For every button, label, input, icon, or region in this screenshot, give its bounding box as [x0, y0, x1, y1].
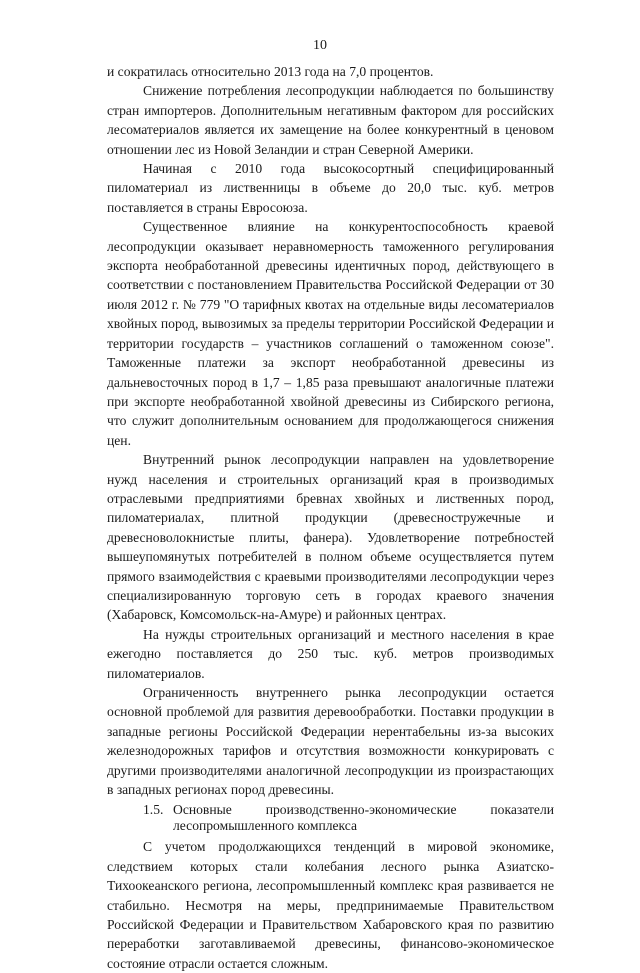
document-body: [107, 62, 554, 973]
paragraph: Начиная с 2010 года высокосортный специфицированный пиломатериал из лиственницы в объеме до 20,0 тыс. куб. метров поставляется в страны Евросоюза.: [107, 161, 554, 215]
paragraph: Ограниченность внутреннего рынка лесопродукции остается основной проблемой для развития деревообработки. Поставки продукции в западные регионы Российской Федерации нерентабельны из-за высоких железнодорожных тарифов и отсутствия возможности конкурировать с другими производителями аналогичной лесопродукции из произрастающих в западных регионах пород древесины.: [107, 685, 554, 798]
section-title: Основные производственно-экономические показатели лесопромышленного комплекса: [173, 802, 554, 833]
page-number: 10: [313, 38, 327, 53]
paragraph: С учетом продолжающихся тенденций в мировой экономике, следствием которых стали колебания лесного рынка Азиатско-Тихоокеанского региона, лесопромышленный комплекс края развивается не стабильно. Несмотря на меры, предпринимаемые Правительством Российской Федерации и Правительством Хабаровского края по развитию переработки заготавливаемой древесины, финансово-экономическое состояние отрасли остается сложным.: [107, 839, 554, 971]
paragraph: На нужды строительных организаций и местного населения в крае ежегодно поставляется до 250 тыс. куб. метров производимых пиломатериалов.: [107, 626, 554, 681]
paragraph: и сократилась относительно 2013 года на 7,0 процентов.: [107, 64, 434, 79]
section-number: 1.5.: [143, 802, 164, 818]
paragraph: Существенное влияние на конкурентоспособность краевой лесопродукции оказывает неравномерность таможенного регулирования экспорта необработанной древесины идентичных пород, действующего в соответствии с постановлением Правительства Российской Федерации от 30 июля 2012 г. № 779 "О тарифных квотах на отдельные виды лесоматериалов хвойных пород, вывозимых за пределы территории Российской Федерации и территории государств – участников соглашений о таможенном союзе". Таможенные платежи за экспорт необработанной древесины из дальневосточных пород в 1,7 – 1,85 раза превышают аналогичные платежи при экспорте необработанной хвойной древесины из Сибирского региона, что служит дополнительным основанием для продолжающегося снижения цен.: [107, 219, 554, 448]
paragraph: Снижение потребления лесопродукции наблюдается по большинству стран импортеров. Дополнительным негативным фактором для российских лесоматериалов является их замещение на более конкурентный в ценовом отношении лес из Новой Зеландии и стран Северной Америки.: [107, 83, 554, 157]
paragraph: Внутренний рынок лесопродукции направлен на удовлетворение нужд населения и строительных организаций края в производимых отраслевыми предприятиями бревнах хвойных и лиственных пород, пиломатериалах, плитной продукции (древесностружечные и древесноволокнистые плиты, фанера). Удовлетворение потребностей вышеупомянутых потребителей в полном объеме осуществляется путем прямого взаимодействия с краевыми производителями лесопродукции через специализированную торговую сеть в городах краевого значения (Хабаровск, Комсомольск-на-Амуре) и районных центрах.: [107, 452, 554, 623]
section-heading: [107, 802, 554, 833]
